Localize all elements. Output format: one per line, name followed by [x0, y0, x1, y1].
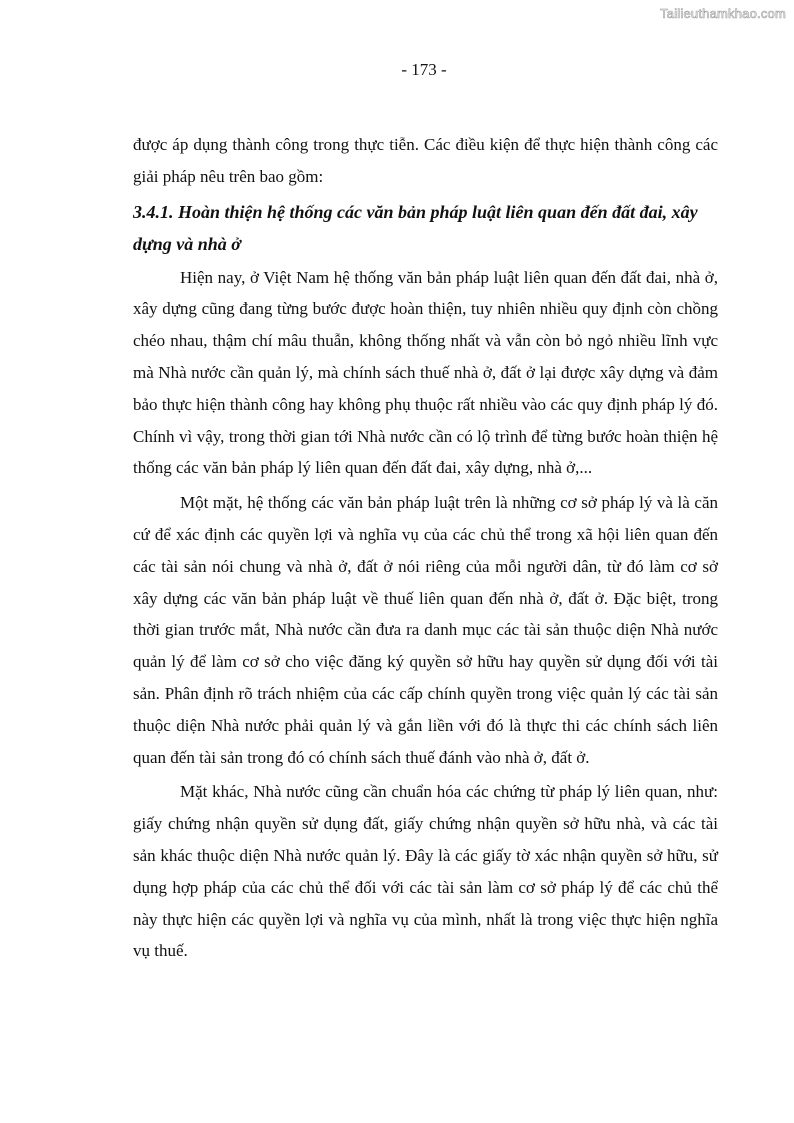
watermark: Tailieuthamkhao.com	[660, 6, 786, 21]
paragraph-3: Mặt khác, Nhà nước cũng cần chuẩn hóa các chứng từ pháp lý liên quan, như: giấy chứng nhận quyền sử dụng đất, giấy chứng nhận quyền sở hữu nhà, và các tài sản khác thuộc diện Nhà nước quản lý. Đây là các giấy tờ xác nhận quyền sở hữu, sử dụng hợp pháp của các chủ thể đối với các tài sản làm cơ sở pháp lý để các chủ thể này thực hiện các quyền lợi và nghĩa vụ của mình, nhất là trong việc thực hiện nghĩa vụ thuế.	[133, 782, 718, 961]
page-number: - 173 -	[401, 60, 447, 79]
paragraph-1: Hiện nay, ở Việt Nam hệ thống văn bản pháp luật liên quan đến đất đai, nhà ở, xây dựng cũng đang từng bước được hoàn thiện, tuy nhiên nhiều quy định còn chồng chéo nhau, thậm chí mâu thuẫn, không thống nhất và vẫn còn bỏ ngỏ nhiều lĩnh vực mà Nhà nước cần quản lý, mà chính sách thuế nhà ở, đất ở lại được xây dựng và đảm bảo thực hiện thành công hay không phụ thuộc rất nhiều vào các quy định pháp lý đó. Chính vì vậy, trong thời gian tới Nhà nước cần có lộ trình để từng bước hoàn thiện hệ thống các văn bản pháp lý liên quan đến đất đai, xây dựng, nhà ở,...	[133, 267, 718, 478]
paragraph-2: Một mặt, hệ thống các văn bản pháp luật trên là những cơ sở pháp lý và là căn cứ để xác định các quyền lợi và nghĩa vụ của các chủ thể trong xã hội liên quan đến các tài sản nói chung và nhà ở, đất ở nói riêng của mỗi người dân, từ đó làm cơ sở xây dựng các văn bản pháp luật về thuế liên quan đến nhà ở, đất ở. Đặc biệt, trong thời gian trước mắt, Nhà nước cần đưa ra danh mục các tài sản thuộc diện Nhà nước quản lý để làm cơ sở cho việc đăng ký quyền sở hữu hay quyền sử dụng đối với tài sản. Phân định rõ trách nhiệm của các cấp chính quyền trong việc quản lý các tài sản thuộc diện Nhà nước phải quản lý và gắn liền với đó là thực thi các chính sách liên quan đến tài sản trong đó có chính sách thuế đánh vào nhà ở, đất ở.	[133, 493, 718, 767]
section-heading: 3.4.1. Hoàn thiện hệ thống các văn bản pháp luật liên quan đến đất đai, xây dựng và nhà ở	[133, 201, 698, 254]
intro-paragraph: được áp dụng thành công trong thực tiễn. Các điều kiện để thực hiện thành công các giải pháp nêu trên bao gồm:	[133, 135, 718, 186]
page-body	[133, 129, 718, 970]
